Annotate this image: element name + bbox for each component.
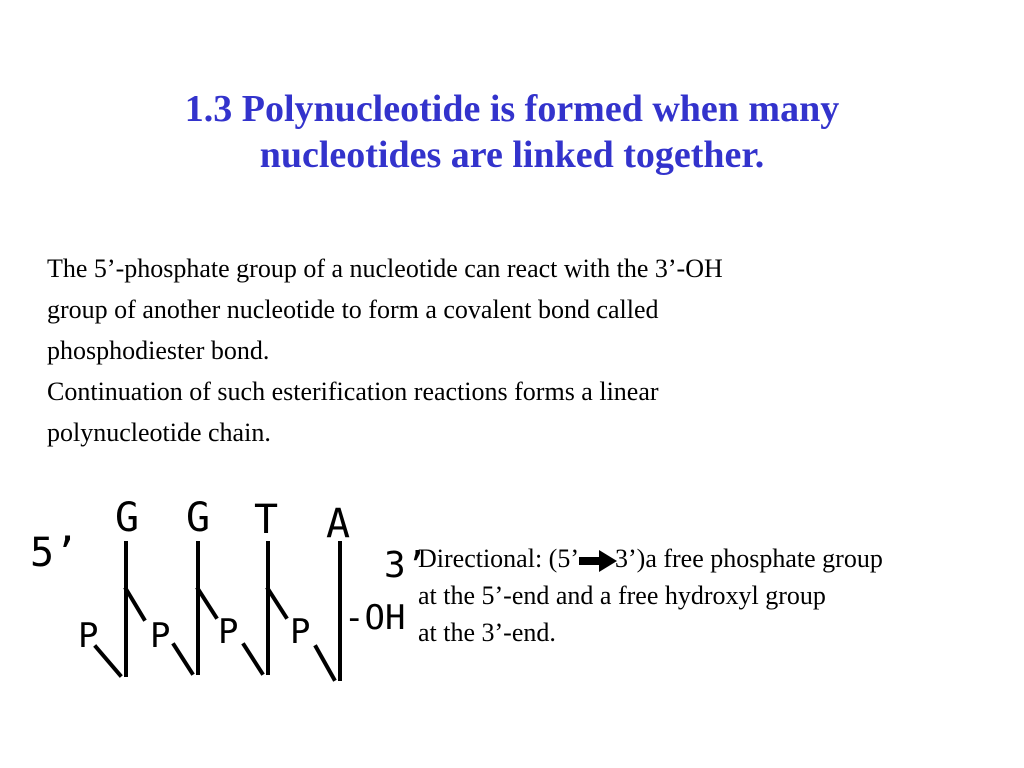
sugar-stroke-4 bbox=[316, 543, 340, 679]
direction-line-1 bbox=[418, 540, 1018, 577]
three-prime-label: 3’ bbox=[384, 545, 428, 586]
base-label-1: G bbox=[115, 495, 140, 541]
body-line-3: phosphodiester bond. bbox=[47, 336, 270, 365]
direction-prefix: Directional: (5’ bbox=[418, 544, 579, 573]
direction-line-3: at the 3’-end. bbox=[418, 618, 556, 647]
direction-suffix: 3’)a free phosphate group bbox=[615, 544, 883, 573]
body-line-1: The 5’-phosphate group of a nucleotide can react with the 3’-OH bbox=[47, 254, 723, 283]
polynucleotide-diagram bbox=[20, 495, 420, 695]
right-arrow-icon bbox=[577, 548, 619, 574]
base-label-3: T bbox=[254, 497, 279, 543]
base-label-4: A bbox=[326, 501, 351, 547]
base-label-2: G bbox=[186, 495, 211, 541]
five-prime-label: 5’ bbox=[30, 530, 79, 576]
sugar-stroke-3 bbox=[244, 543, 286, 673]
phosphate-label-2: P bbox=[150, 616, 171, 656]
direction-line-2: at the 5’-end and a free hydroxyl group bbox=[418, 581, 826, 610]
sugar-stroke-2 bbox=[174, 543, 216, 673]
sugar-stroke-1 bbox=[96, 543, 144, 675]
body-line-5: polynucleotide chain. bbox=[47, 418, 271, 447]
slide-title bbox=[60, 86, 964, 178]
body-paragraph bbox=[47, 248, 987, 453]
body-line-2: group of another nucleotide to form a covalent bond called bbox=[47, 295, 659, 324]
body-line-4: Continuation of such esterification reactions forms a linear bbox=[47, 377, 659, 406]
phosphate-label-3: P bbox=[218, 612, 239, 652]
phosphate-label-1: P bbox=[78, 616, 99, 656]
title-line-2: nucleotides are linked together. bbox=[259, 134, 765, 176]
hydroxyl-label: -OH bbox=[344, 598, 406, 638]
directional-note bbox=[418, 540, 1018, 651]
title-line-1: 1.3 Polynucleotide is formed when many bbox=[184, 88, 840, 130]
phosphate-label-4: P bbox=[290, 612, 311, 652]
